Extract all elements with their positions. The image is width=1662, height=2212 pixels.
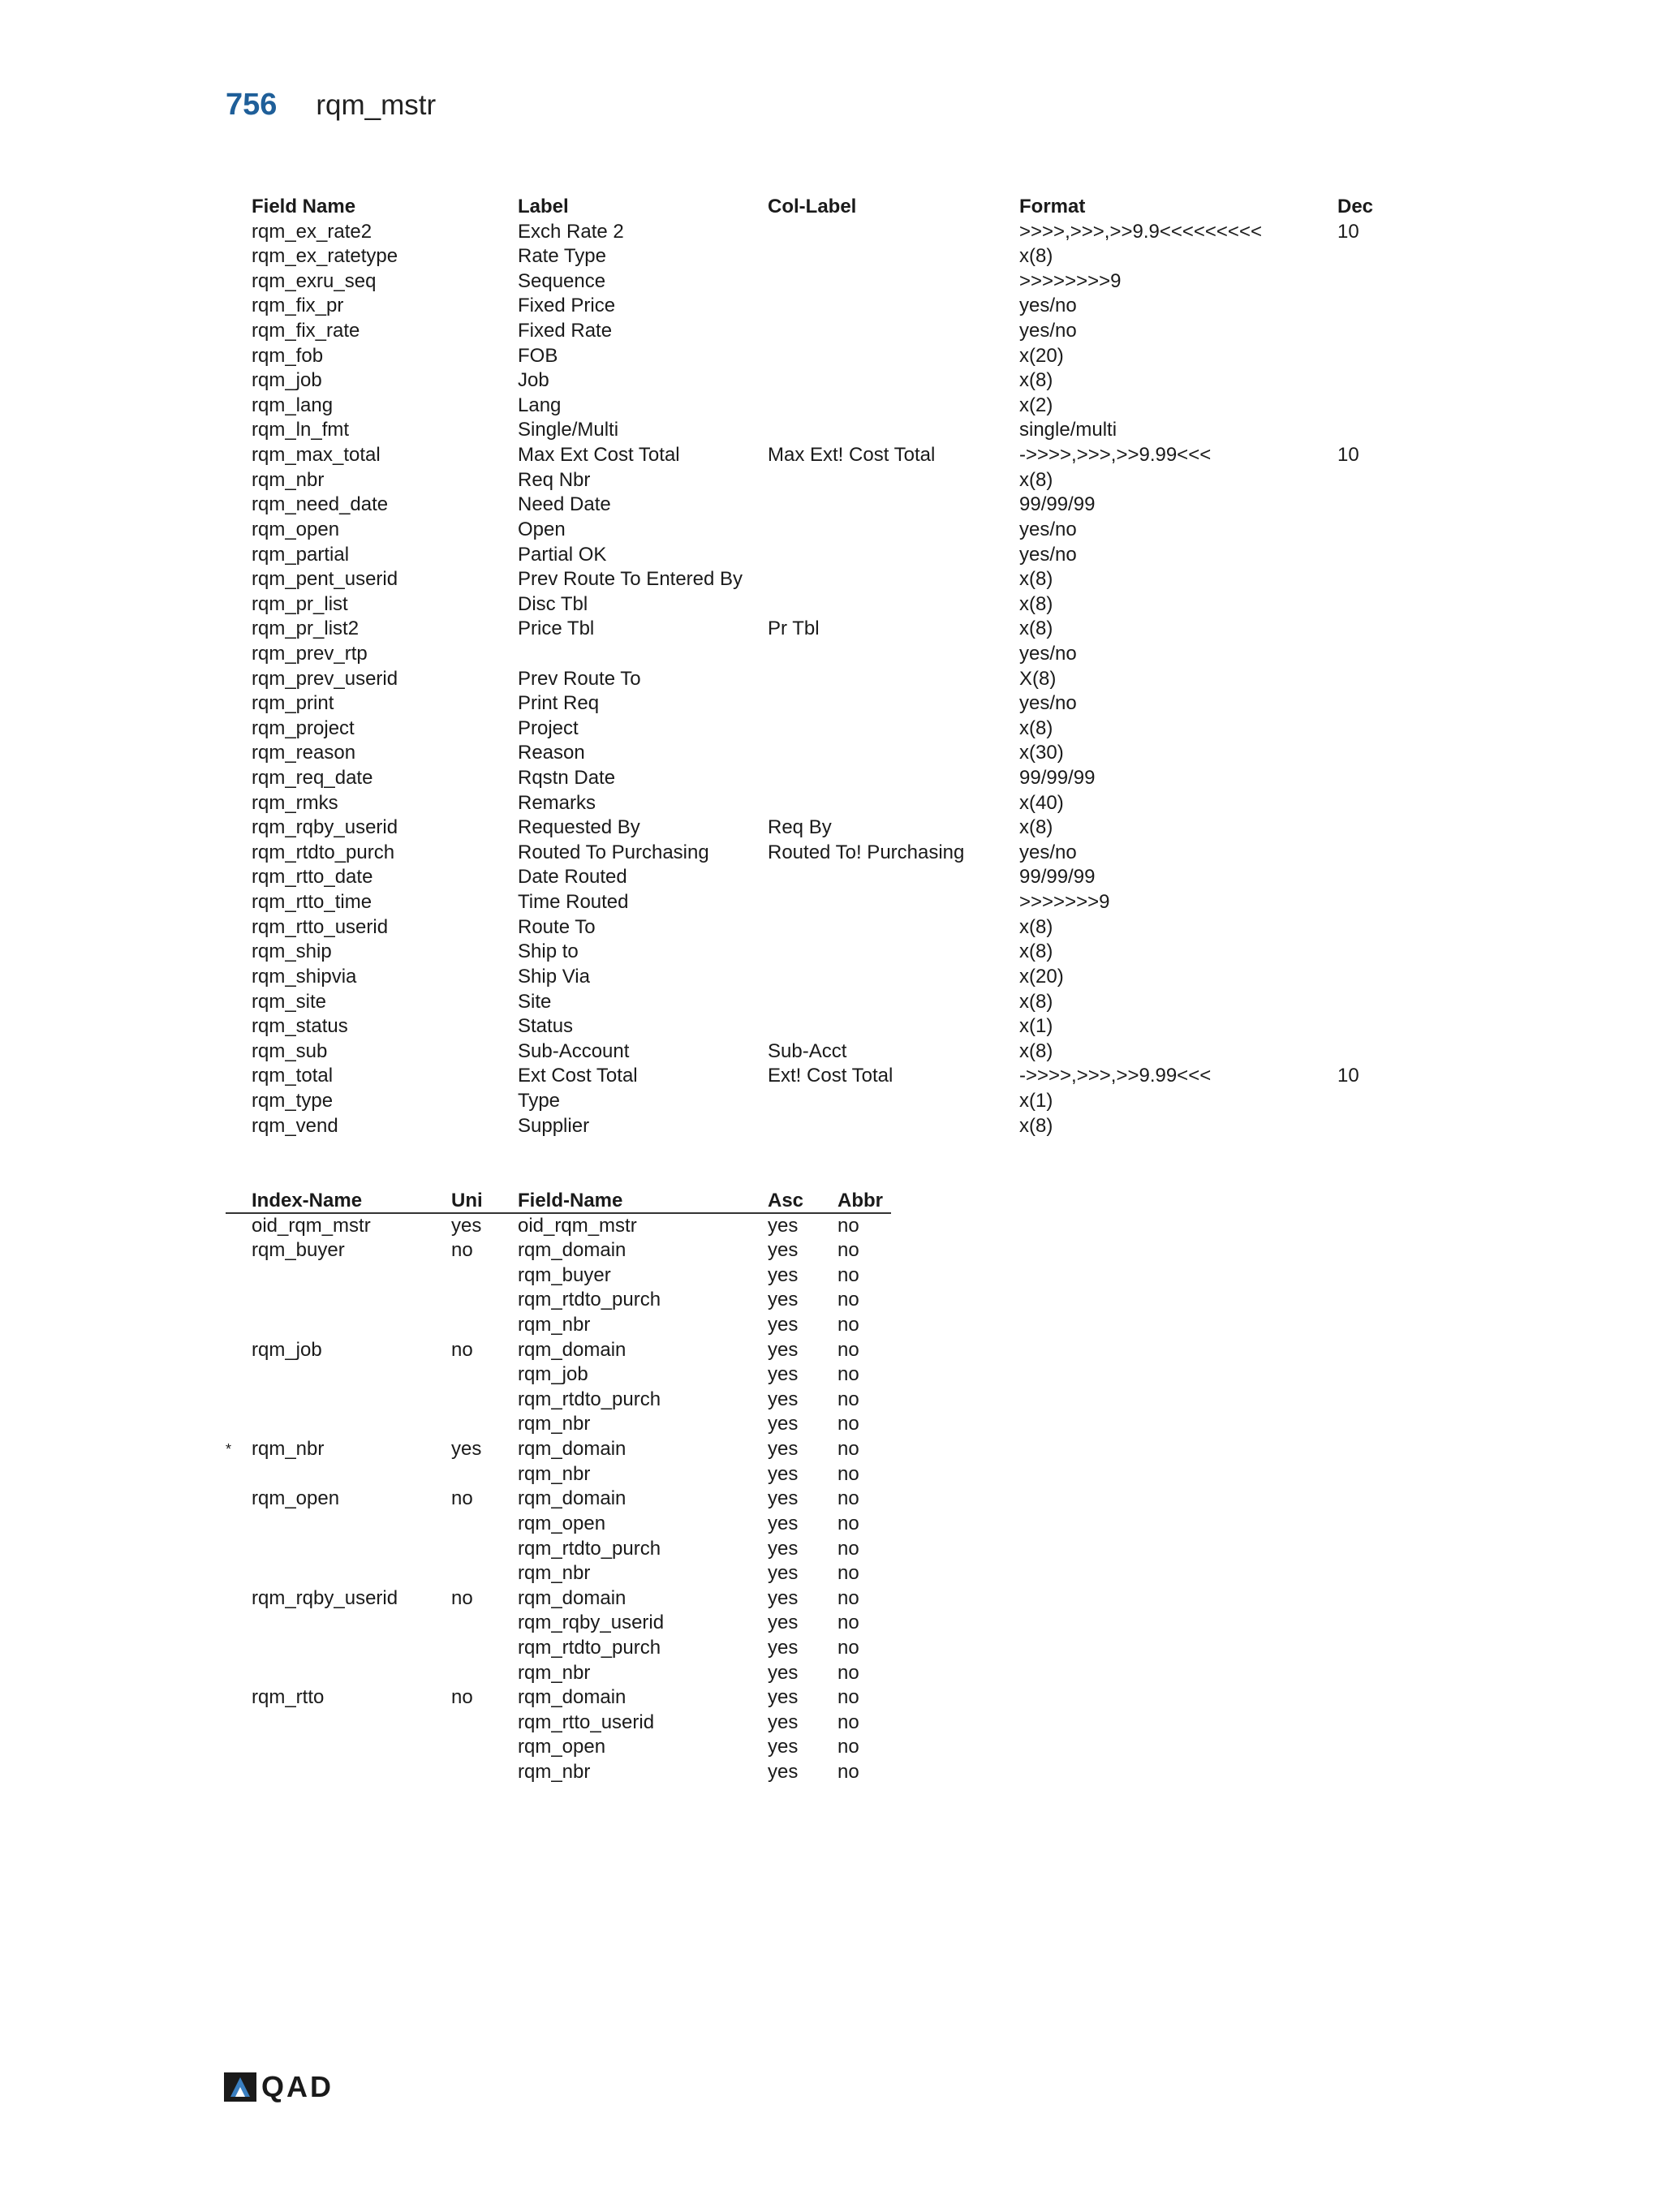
cell-label: Lang — [518, 394, 562, 416]
cell-label: Partial OK — [518, 543, 607, 566]
cell-label: Print Req — [518, 692, 600, 715]
cell-field-name: oid_rqm_mstr — [518, 1214, 637, 1237]
table-row — [226, 1338, 891, 1363]
cell-ascending: yes — [768, 1636, 799, 1659]
cell-format: yes/no — [1019, 320, 1077, 342]
table-row — [226, 1362, 891, 1388]
primary-index-marker: * — [226, 1441, 232, 1458]
cell-format: >>>>,>>>,>>9.9<<<<<<<<< — [1019, 220, 1262, 243]
cell-format: yes/no — [1019, 518, 1077, 540]
cell-format: x(8) — [1019, 990, 1053, 1013]
cell-label: FOB — [518, 344, 558, 367]
cell-label: Disc Tbl — [518, 592, 588, 615]
column-header-dec: Dec — [1337, 196, 1374, 217]
cell-abbreviated: no — [837, 1314, 859, 1336]
table-row — [226, 1288, 891, 1313]
cell-label: Ext Cost Total — [518, 1065, 638, 1087]
cell-col-label: Req By — [768, 816, 832, 839]
cell-field-name: rqm_nbr — [518, 1314, 591, 1336]
cell-field-name: rqm_pr_list2 — [252, 618, 360, 640]
cell-field-name: rqm_job — [518, 1363, 588, 1386]
table-row — [226, 1462, 891, 1487]
cell-field-name: rqm_rtto_time — [252, 891, 372, 914]
cell-field-name: rqm_prev_userid — [252, 667, 398, 690]
cell-abbreviated: no — [837, 1512, 859, 1534]
table-row — [226, 1214, 891, 1239]
table-row — [226, 1512, 891, 1537]
column-header-field-name: Field Name — [252, 196, 356, 217]
cell-ascending: yes — [768, 1736, 799, 1758]
cell-abbreviated: no — [837, 1487, 859, 1510]
cell-dec: 10 — [1337, 220, 1359, 243]
table-row — [226, 1586, 891, 1612]
cell-label: Fixed Price — [518, 295, 616, 317]
cell-ascending: yes — [768, 1263, 799, 1286]
cell-format: x(8) — [1019, 618, 1053, 640]
cell-format: yes/no — [1019, 692, 1077, 715]
cell-format: x(8) — [1019, 915, 1053, 938]
cell-ascending: yes — [768, 1462, 799, 1485]
cell-label: Need Date — [518, 493, 611, 516]
logo-text: QAD — [261, 2070, 334, 2103]
cell-ascending: yes — [768, 1586, 799, 1609]
cell-label: Supplier — [518, 1114, 590, 1137]
table-row — [226, 1661, 891, 1686]
cell-label: Sequence — [518, 269, 606, 292]
cell-dec: 10 — [1337, 1065, 1359, 1087]
cell-ascending: yes — [768, 1612, 799, 1634]
cell-format: x(8) — [1019, 1039, 1053, 1062]
cell-unique: no — [451, 1338, 473, 1361]
cell-field-name: rqm_pr_list — [252, 592, 348, 615]
cell-field-name: rqm_rmks — [252, 791, 338, 814]
cell-abbreviated: no — [837, 1686, 859, 1709]
cell-field-name: rqm_nbr — [518, 1462, 591, 1485]
cell-field-name: rqm_rtdto_purch — [252, 841, 395, 863]
cell-unique: no — [451, 1686, 473, 1709]
cell-field-name: rqm_domain — [518, 1239, 626, 1262]
cell-label: Fixed Rate — [518, 320, 613, 342]
cell-col-label: Ext! Cost Total — [768, 1065, 893, 1087]
cell-abbreviated: no — [837, 1363, 859, 1386]
cell-field-name: rqm_ex_rate2 — [252, 220, 372, 243]
cell-format: >>>>>>>9 — [1019, 891, 1110, 914]
cell-ascending: yes — [768, 1214, 799, 1237]
cell-label: Ship to — [518, 940, 579, 963]
cell-field-name: rqm_req_date — [252, 767, 373, 790]
cell-label: Price Tbl — [518, 618, 595, 640]
cell-index-name: rqm_rtto — [252, 1686, 325, 1709]
cell-abbreviated: no — [837, 1661, 859, 1684]
cell-field-name: rqm_domain — [518, 1338, 626, 1361]
table-row — [226, 1487, 891, 1512]
cell-label: Rqstn Date — [518, 767, 616, 790]
cell-format: x(40) — [1019, 791, 1064, 814]
page-number: 756 — [226, 88, 278, 122]
cell-abbreviated: no — [837, 1636, 859, 1659]
cell-abbreviated: no — [837, 1388, 859, 1410]
cell-format: X(8) — [1019, 667, 1057, 690]
cell-unique: no — [451, 1586, 473, 1609]
cell-field-name: rqm_rqby_userid — [252, 816, 398, 839]
qad-logo — [224, 2070, 334, 2104]
cell-format: x(8) — [1019, 369, 1053, 392]
cell-unique: yes — [451, 1438, 482, 1461]
table-row — [226, 1388, 891, 1413]
cell-abbreviated: no — [837, 1711, 859, 1733]
cell-label: Rate Type — [518, 245, 606, 268]
cell-field-name: rqm_nbr — [252, 468, 325, 491]
cell-label: Remarks — [518, 791, 596, 814]
column-header-abbreviated: Abbr — [837, 1190, 883, 1211]
index-table-header — [226, 1189, 891, 1214]
table-row — [226, 1685, 891, 1711]
cell-label: Ship Via — [518, 965, 590, 988]
cell-label: Time Routed — [518, 891, 629, 914]
cell-ascending: yes — [768, 1537, 799, 1560]
cell-field-name: rqm_nbr — [518, 1413, 591, 1435]
index-table — [226, 1189, 891, 1785]
cell-unique: no — [451, 1239, 473, 1262]
cell-format: ->>>>,>>>,>>9.99<<< — [1019, 444, 1212, 467]
cell-col-label: Max Ext! Cost Total — [768, 444, 936, 467]
cell-abbreviated: no — [837, 1239, 859, 1262]
cell-field-name: rqm_fix_rate — [252, 320, 360, 342]
cell-field-name: rqm_rtdto_purch — [518, 1388, 661, 1410]
cell-abbreviated: no — [837, 1289, 859, 1311]
cell-unique: no — [451, 1487, 473, 1510]
table-row — [226, 1735, 891, 1760]
cell-ascending: yes — [768, 1686, 799, 1709]
cell-format: x(8) — [1019, 940, 1053, 963]
cell-index-name: rqm_rqby_userid — [252, 1586, 398, 1609]
cell-unique: yes — [451, 1214, 482, 1237]
cell-ascending: yes — [768, 1363, 799, 1386]
cell-label: Prev Route To — [518, 667, 641, 690]
cell-format: x(8) — [1019, 245, 1053, 268]
cell-field-name: rqm_status — [252, 1015, 348, 1038]
cell-ascending: yes — [768, 1314, 799, 1336]
cell-ascending: yes — [768, 1239, 799, 1262]
cell-field-name: rqm_rtto_userid — [252, 915, 389, 938]
cell-format: x(8) — [1019, 592, 1053, 615]
cell-ascending: yes — [768, 1413, 799, 1435]
cell-field-name: rqm_vend — [252, 1114, 338, 1137]
cell-format: x(20) — [1019, 965, 1064, 988]
cell-field-name: rqm_domain — [518, 1487, 626, 1510]
cell-label: Requested By — [518, 816, 640, 839]
table-row — [226, 1561, 891, 1586]
cell-format: yes/no — [1019, 543, 1077, 566]
cell-abbreviated: no — [837, 1736, 859, 1758]
cell-field-name: rqm_nbr — [518, 1761, 591, 1784]
column-header-label: Label — [518, 196, 569, 217]
cell-field-name: rqm_rtto_date — [252, 866, 373, 889]
cell-field-name: rqm_prev_rtp — [252, 642, 368, 665]
cell-label: Route To — [518, 915, 596, 938]
cell-format: x(30) — [1019, 742, 1064, 764]
cell-field-name: rqm_ex_ratetype — [252, 245, 398, 268]
cell-format: x(8) — [1019, 816, 1053, 839]
cell-ascending: yes — [768, 1338, 799, 1361]
cell-ascending: yes — [768, 1761, 799, 1784]
table-row — [226, 1760, 891, 1785]
cell-field-name: rqm_buyer — [518, 1263, 611, 1286]
qad-logo-icon — [224, 2072, 256, 2102]
cell-format: x(8) — [1019, 1114, 1053, 1137]
cell-index-name: rqm_open — [252, 1487, 340, 1510]
cell-format: x(2) — [1019, 394, 1053, 416]
cell-ascending: yes — [768, 1289, 799, 1311]
cell-field-name: rqm_domain — [518, 1438, 626, 1461]
cell-field-name: rqm_rqby_userid — [518, 1612, 665, 1634]
cell-format: 99/99/99 — [1019, 493, 1096, 516]
cell-field-name: rqm_need_date — [252, 493, 389, 516]
cell-label: Status — [518, 1015, 574, 1038]
cell-field-name: rqm_shipvia — [252, 965, 357, 988]
cell-format: single/multi — [1019, 419, 1117, 441]
column-header-col-label: Col-Label — [768, 196, 857, 217]
cell-format: x(8) — [1019, 468, 1053, 491]
table-row — [226, 1313, 891, 1338]
cell-abbreviated: no — [837, 1438, 859, 1461]
cell-index-name: rqm_nbr — [252, 1438, 325, 1461]
column-header-unique: Uni — [451, 1190, 483, 1211]
cell-field-name: rqm_job — [252, 369, 322, 392]
cell-format: 99/99/99 — [1019, 866, 1096, 889]
cell-ascending: yes — [768, 1487, 799, 1510]
cell-format: 99/99/99 — [1019, 767, 1096, 790]
cell-field-name: rqm_sub — [252, 1039, 328, 1062]
cell-field-name: rqm_total — [252, 1065, 334, 1087]
cell-col-label: Sub-Acct — [768, 1039, 847, 1062]
cell-field-name: rqm_max_total — [252, 444, 381, 467]
cell-field-name: rqm_domain — [518, 1586, 626, 1609]
column-header-field-name: Field-Name — [518, 1190, 623, 1211]
cell-label: Single/Multi — [518, 419, 619, 441]
cell-label: Type — [518, 1089, 561, 1112]
table-row — [226, 1238, 891, 1263]
page-title: rqm_mstr — [316, 89, 437, 121]
cell-abbreviated: no — [837, 1338, 859, 1361]
cell-label: Project — [518, 717, 579, 739]
cell-label: Max Ext Cost Total — [518, 444, 680, 467]
cell-field-name: rqm_print — [252, 692, 334, 715]
table-row — [226, 1636, 891, 1661]
cell-label: Req Nbr — [518, 468, 591, 491]
cell-ascending: yes — [768, 1711, 799, 1733]
table-row — [226, 1711, 891, 1736]
column-header-index-name: Index-Name — [252, 1190, 363, 1211]
cell-format: yes/no — [1019, 295, 1077, 317]
cell-abbreviated: no — [837, 1562, 859, 1585]
cell-ascending: yes — [768, 1562, 799, 1585]
cell-col-label: Routed To! Purchasing — [768, 841, 965, 863]
cell-field-name: rqm_lang — [252, 394, 334, 416]
column-header-ascending: Asc — [768, 1190, 804, 1211]
cell-label: Sub-Account — [518, 1039, 630, 1062]
cell-ascending: yes — [768, 1388, 799, 1410]
cell-abbreviated: no — [837, 1214, 859, 1237]
cell-abbreviated: no — [837, 1537, 859, 1560]
cell-field-name: rqm_open — [518, 1736, 606, 1758]
cell-field-name: rqm_type — [252, 1089, 334, 1112]
cell-field-name: rqm_fob — [252, 344, 324, 367]
cell-index-name: oid_rqm_mstr — [252, 1214, 371, 1237]
cell-format: yes/no — [1019, 841, 1077, 863]
cell-field-name: rqm_rtto_userid — [518, 1711, 655, 1733]
cell-format: x(1) — [1019, 1015, 1053, 1038]
cell-format: ->>>>,>>>,>>9.99<<< — [1019, 1065, 1212, 1087]
cell-field-name: rqm_domain — [518, 1686, 626, 1709]
cell-field-name: rqm_rtdto_purch — [518, 1537, 661, 1560]
cell-field-name: rqm_ship — [252, 940, 332, 963]
table-row — [226, 1611, 891, 1636]
cell-abbreviated: no — [837, 1586, 859, 1609]
cell-format: x(8) — [1019, 717, 1053, 739]
cell-abbreviated: no — [837, 1413, 859, 1435]
cell-field-name: rqm_partial — [252, 543, 350, 566]
cell-field-name: rqm_site — [252, 990, 327, 1013]
cell-field-name: rqm_open — [518, 1512, 606, 1534]
cell-field-name: rqm_project — [252, 717, 355, 739]
cell-field-name: rqm_fix_pr — [252, 295, 344, 317]
cell-abbreviated: no — [837, 1761, 859, 1784]
cell-format: yes/no — [1019, 642, 1077, 665]
cell-abbreviated: no — [837, 1263, 859, 1286]
cell-field-name: rqm_ln_fmt — [252, 419, 350, 441]
cell-col-label: Pr Tbl — [768, 618, 820, 640]
cell-format: x(1) — [1019, 1089, 1053, 1112]
cell-label: Reason — [518, 742, 585, 764]
cell-field-name: rqm_nbr — [518, 1661, 591, 1684]
cell-field-name: rqm_rtdto_purch — [518, 1289, 661, 1311]
cell-field-name: rqm_exru_seq — [252, 269, 377, 292]
cell-label: Job — [518, 369, 549, 392]
cell-ascending: yes — [768, 1438, 799, 1461]
cell-label: Date Routed — [518, 866, 627, 889]
cell-label: Site — [518, 990, 552, 1013]
cell-field-name: rqm_nbr — [518, 1562, 591, 1585]
cell-index-name: rqm_job — [252, 1338, 322, 1361]
table-row — [226, 1263, 891, 1289]
cell-format: x(20) — [1019, 344, 1064, 367]
page-header — [226, 88, 436, 123]
cell-label: Open — [518, 518, 566, 540]
cell-label: Exch Rate 2 — [518, 220, 624, 243]
cell-label: Prev Route To Entered By — [518, 568, 743, 591]
cell-ascending: yes — [768, 1661, 799, 1684]
cell-format: x(8) — [1019, 568, 1053, 591]
table-row — [226, 1537, 891, 1562]
cell-field-name: rqm_pent_userid — [252, 568, 398, 591]
table-row — [226, 1437, 891, 1462]
cell-ascending: yes — [768, 1512, 799, 1534]
cell-format: >>>>>>>>9 — [1019, 269, 1122, 292]
cell-abbreviated: no — [837, 1612, 859, 1634]
cell-field-name: rqm_rtdto_purch — [518, 1636, 661, 1659]
cell-label: Routed To Purchasing — [518, 841, 709, 863]
cell-index-name: rqm_buyer — [252, 1239, 345, 1262]
column-header-format: Format — [1019, 196, 1086, 217]
cell-field-name: rqm_reason — [252, 742, 356, 764]
table-row — [226, 1412, 891, 1437]
cell-abbreviated: no — [837, 1462, 859, 1485]
cell-field-name: rqm_open — [252, 518, 340, 540]
cell-dec: 10 — [1337, 444, 1359, 467]
